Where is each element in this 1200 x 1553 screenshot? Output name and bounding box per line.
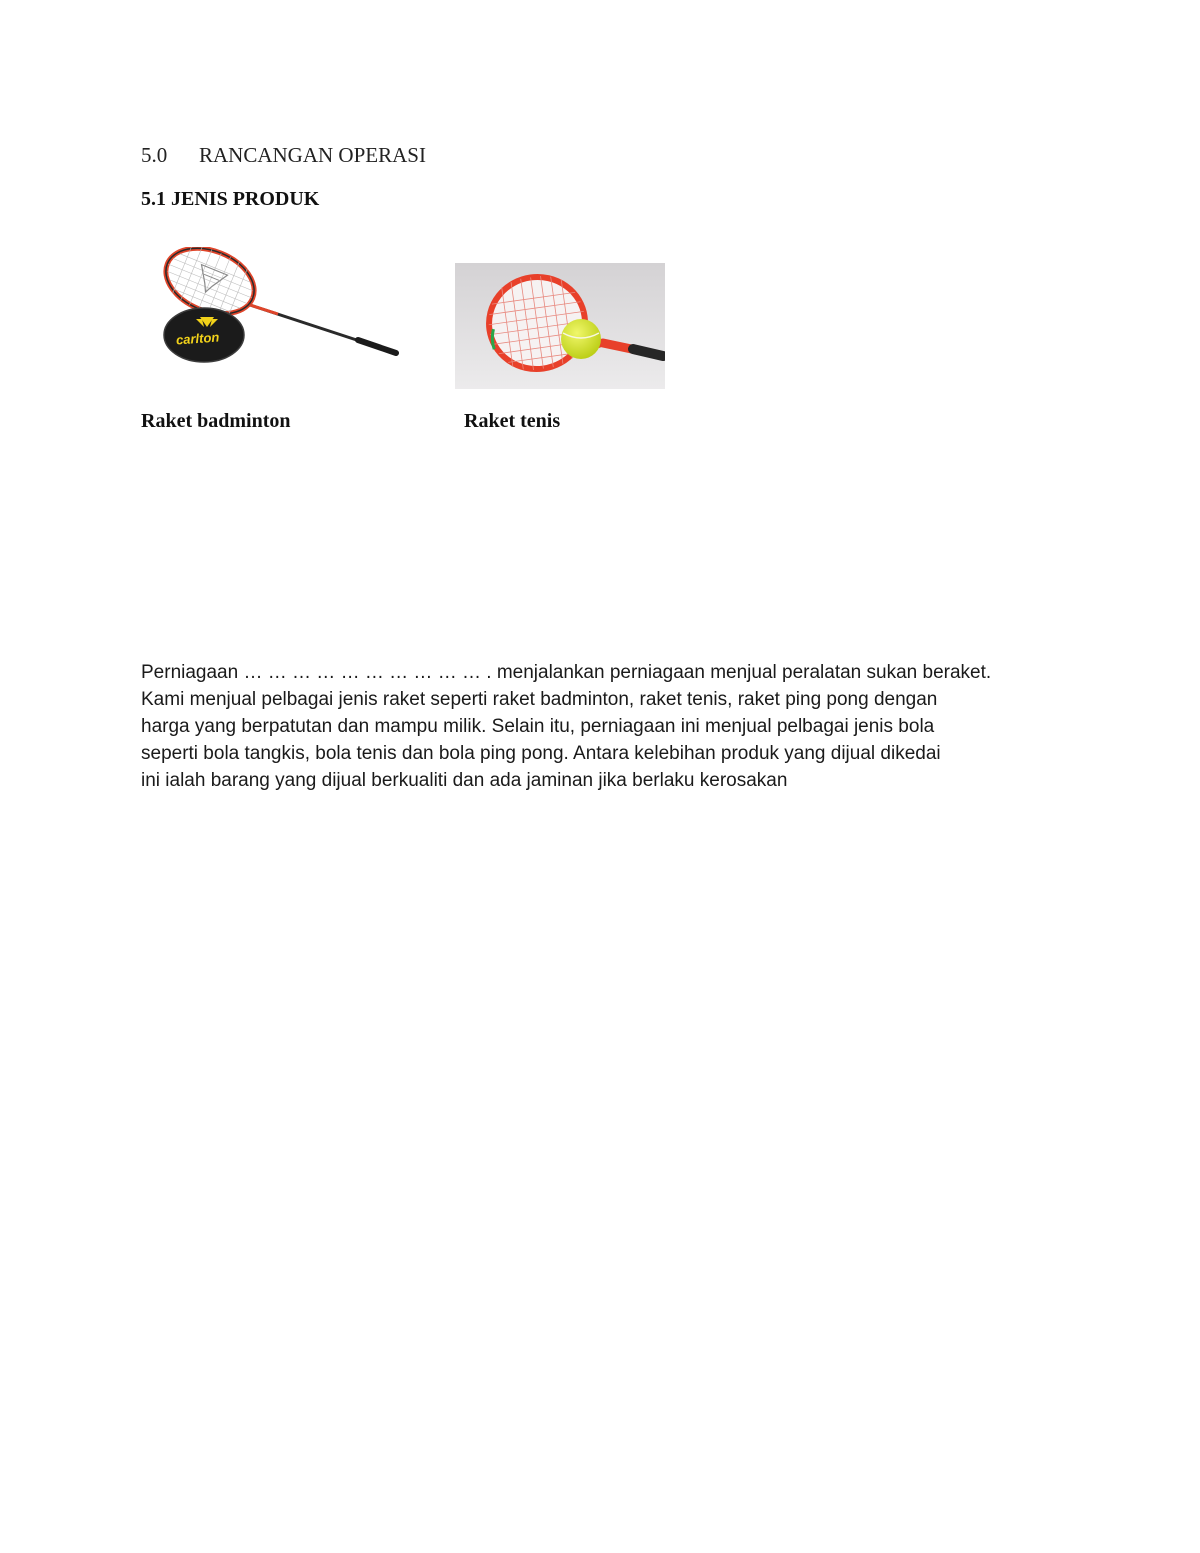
product-caption-tennis: Raket tenis <box>464 410 561 432</box>
badminton-racket-image <box>158 247 402 367</box>
product-caption-badminton: Raket badminton <box>141 410 291 432</box>
body-line: seperti bola tangkis, bola tenis dan bola ping pong. Antara kelebihan produk yang dijual dikedai <box>141 743 941 764</box>
section-heading <box>141 143 426 168</box>
body-paragraph <box>141 659 1071 794</box>
body-line: harga yang berpatutan dan mampu milik. Selain itu, perniagaan ini menjual pelbagai jenis bola <box>141 716 935 737</box>
section-number: 5.0 <box>141 143 168 167</box>
body-line: Perniagaan … … … … … … … … … … . menjalankan perniagaan menjual peralatan sukan beraket. <box>141 662 992 683</box>
section-title: RANCANGAN OPERASI <box>199 143 426 167</box>
subsection-heading: 5.1 JENIS PRODUK <box>141 188 320 210</box>
body-line: ini ialah barang yang dijual berkualiti dan ada jaminan jika berlaku kerosakan <box>141 770 788 791</box>
body-line: Kami menjual pelbagai jenis raket seperti raket badminton, raket tenis, raket ping pong dengan <box>141 689 938 710</box>
cover-brand-logo: carlton <box>175 329 220 348</box>
tennis-racket-image <box>455 263 665 389</box>
